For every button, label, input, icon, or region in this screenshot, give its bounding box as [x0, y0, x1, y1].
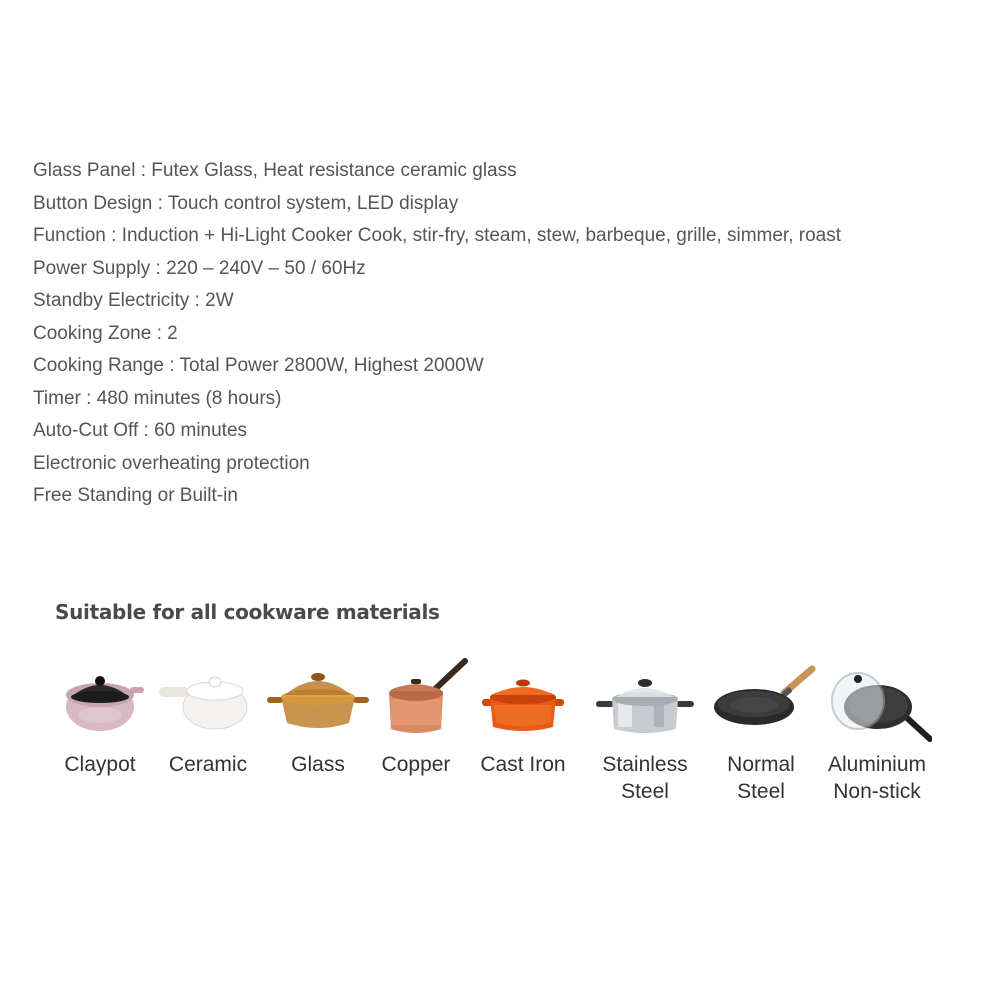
cookware-item-normal-steel [701, 655, 821, 805]
cookware-row [0, 655, 1000, 825]
cookware-label-glass: Glass [291, 753, 345, 776]
cookware-label-normal: Normal [727, 753, 795, 776]
cookware-label-cast-iron: Cast Iron [480, 753, 566, 776]
spec-installation: Free Standing or Built-in [33, 485, 238, 506]
spec-cooking-zone: Cooking Zone : 2 [33, 322, 178, 344]
spec-function: Function : Induction + Hi-Light Cooker Cook, stir-fry, steam, stew, barbeque, grille, simmer, roast [33, 225, 842, 246]
cookware-label-stainless: Stainless [602, 753, 688, 776]
cookware-item-ceramic [148, 655, 268, 778]
spec-button-design: Button Design : Touch control system, LED display [33, 192, 459, 214]
cast-iron-pot-icon [468, 655, 578, 745]
cookware-section-title: Suitable for all cookware materials [55, 600, 440, 624]
cookware-item-claypot [40, 655, 160, 778]
non-stick-pan-icon [822, 655, 932, 745]
ceramic-pot-icon [153, 655, 263, 745]
claypot-icon [45, 655, 155, 745]
cookware-item-aluminium-non-stick [817, 655, 937, 805]
copper-pan-icon [361, 655, 471, 745]
cookware-item-cast-iron [463, 655, 583, 778]
cookware-label-aluminium: Aluminium [827, 753, 927, 776]
cookware-label-normal-steel: Steel [737, 780, 785, 803]
cookware-label-claypot: Claypot [64, 753, 136, 776]
spec-standby-electricity: Standby Electricity : 2W [33, 290, 234, 311]
spec-power-supply: Power Supply : 220 – 240V – 50 / 60Hz [33, 257, 366, 279]
spec-auto-cut-off: Auto-Cut Off : 60 minutes [33, 420, 248, 441]
spec-glass-panel: Glass Panel : Futex Glass, Heat resistance ceramic glass [33, 160, 517, 181]
spec-list [33, 155, 993, 513]
cookware-label-ceramic: Ceramic [168, 753, 248, 776]
cookware-item-stainless-steel [585, 655, 705, 805]
cookware-item-copper [356, 655, 476, 778]
spec-overheating-protection: Electronic overheating protection [33, 452, 310, 474]
stainless-steel-pot-icon [590, 655, 700, 745]
spec-timer: Timer : 480 minutes (8 hours) [33, 387, 282, 409]
spec-cooking-range: Cooking Range : Total Power 2800W, Highest 2000W [33, 355, 484, 376]
wok-icon [706, 655, 816, 745]
cookware-label-stainless-steel: Steel [621, 780, 669, 803]
cookware-label-copper: Copper [381, 753, 451, 776]
cookware-label-non-stick: Non-stick [833, 780, 921, 803]
